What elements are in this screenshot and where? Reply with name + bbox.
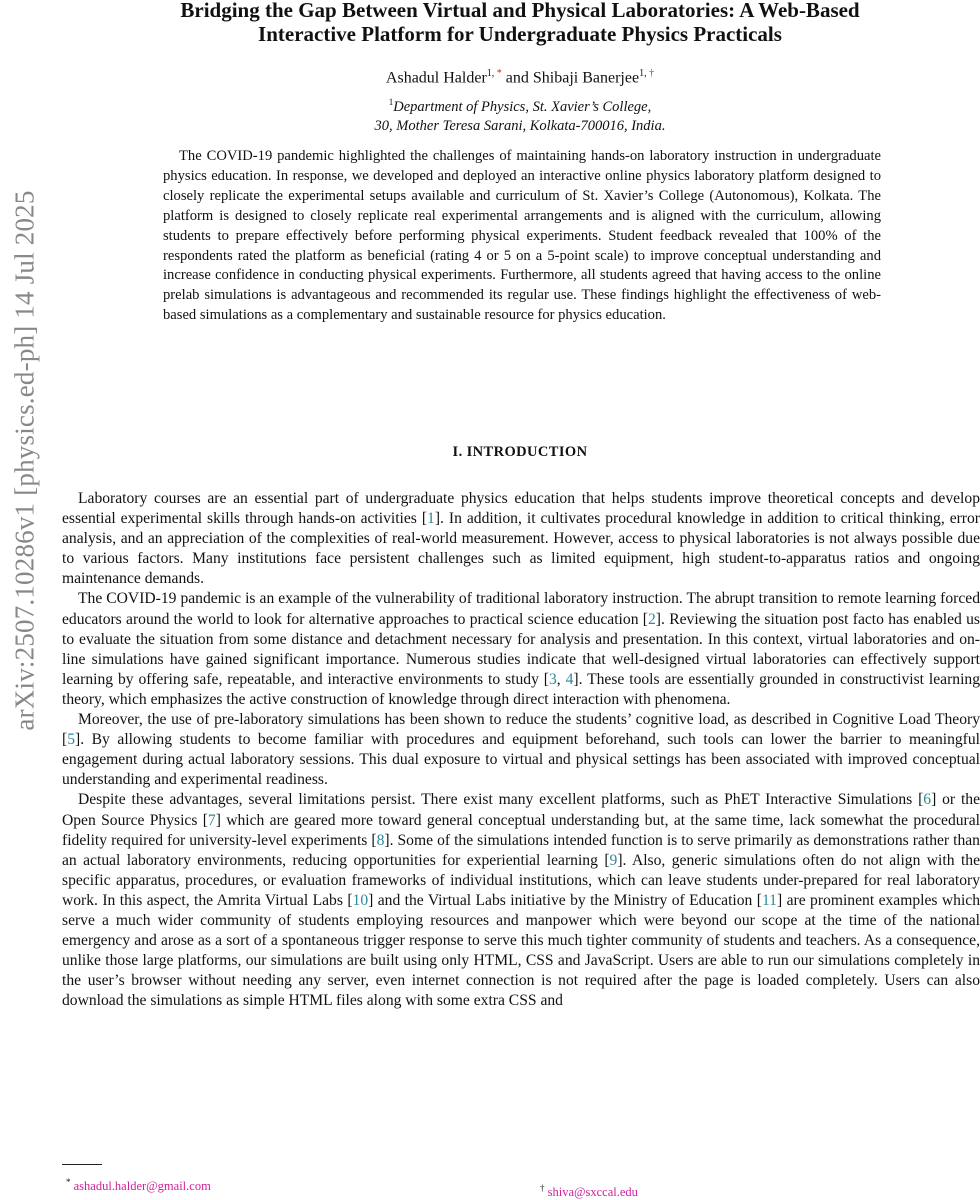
footnote-1: * ashadul.halder@gmail.com (66, 1177, 211, 1194)
abstract: The COVID-19 pandemic highlighted the challenges of maintaining hands-on laboratory instruction in undergraduate physics education. In response, we developed and deployed an interactive online physics laboratory platform designed to closely replicate the experimental setups available and curriculum of St. Xavier’s College (Autonomous), Kolkata. The platform is designed to closely replicate real experimental arrangements and is aligned with the curriculum, allowing students to prepare effectively before performing physical experiments. Student feedback revealed that 100% of the respondents rated the platform as beneficial (rating 4 or 5 on a 5-point scale) to improve conceptual understanding and increase confidence in conducting physical experiments. Furthermore, all students agreed that having access to the online prelab simulations is advantageous and recommended its regular use. These findings highlight the effectiveness of web-based simulations as a complementary and sustainable resource for physics education. (163, 148, 881, 324)
section-heading-introduction: I. INTRODUCTION (452, 444, 588, 460)
paper-title (60, 0, 980, 46)
author-separator: and (501, 69, 533, 87)
arxiv-side-label (3, 189, 47, 731)
author-2-name: Shibaji Banerjee (532, 69, 640, 87)
author-1-name: Ashadul Halder (385, 69, 487, 87)
email-link-1[interactable]: ashadul.halder@gmail.com (73, 1179, 211, 1194)
email-link-2[interactable]: shiva@sxccal.edu (547, 1185, 638, 1200)
citation-link[interactable]: 5 (67, 731, 75, 749)
citation-link[interactable]: 7 (207, 811, 216, 829)
citation-link[interactable]: 11 (761, 891, 777, 909)
paragraph-4: Despite these advantages, several limitations persist. There exist many excellent platforms, such as PhET Interactive Simulations [6] or the Open Source Physics [7] which are geared more toward general conceptual understanding but, at the same time, lack somewhat the procedural fidelity required for university-level experiments [8]. Some of the simulations intended function is to serve primarily as demonstrations rather than an actual laboratory environments, reducing opportunities for experiential learning [9]. Also, generic simulations often do not align with the specific apparatus, procedures, or evaluation frameworks of individual institutions, which can leave students under-prepared for real laboratory work. In this aspect, the Amrita Virtual Labs [10] and the Virtual Labs initiative by the Ministry of Education [11] are prominent examples which serve a much wider community of students employing resources and manpower which were beyond our scope at the time of the national emergency and arose as a sort of a spontaneous trigger response to serve this much tighter community of students and teachers. As a consequence, unlike those large platforms, our simulations are built using only HTML, CSS and JavaScript. Users are able to run our simulations completely in the user’s browser without needing any server, even internet connection is not required after the page is loaded completely. Users can also download the simulations as simple HTML files along with some extra CSS and (62, 791, 980, 1010)
citation-link[interactable]: 1 (427, 510, 435, 528)
title-line-2: Interactive Platform for Undergraduate Physics Practicals (258, 22, 782, 46)
title-line-1: Bridging the Gap Between Virtual and Physical Laboratories: A Web-Based (180, 0, 860, 22)
author-1-affil-mark: 1, * (486, 68, 502, 79)
affiliation-line-1: $^1$Department of Physics, St. Xavier’s College, (388, 97, 652, 115)
citation-link[interactable]: 9 (609, 851, 618, 869)
footnote-2: † shiva@sxccal.edu (540, 1183, 638, 1200)
citation-link[interactable]: 2 (648, 610, 656, 628)
author-2-affil-mark: 1, † (639, 68, 655, 79)
citation-link[interactable]: 6 (923, 791, 932, 809)
paragraph-1: Laboratory courses are an essential part of undergraduate physics education that helps students improve theoretical concepts and develop essential experimental skills through hands-on activities [1]. In addition, it cultivates procedural knowledge in addition to critical thinking, error analysis, and an appreciation of the complexities of real-world measurement. However, access to physical laboratories is not always possible due to various factors. Many institutions face persistent challenges such as limited equipment, high student-to-apparatus ratios and ongoing maintenance demands. (62, 490, 980, 588)
paragraph-2: The COVID-19 pandemic is an example of the vulnerability of traditional laboratory instruction. The abrupt transition to remote learning forced educators around the world to look for alternative approaches to practical science education [2]. Reviewing the situation post facto has enabled us to evaluate the situation from some distance and detachment necessary for analysis and presentation. In this context, virtual laboratories and on-line simulations have gained significant importance. Numerous studies indicate that well-designed virtual laboratories can effectively support learning by offering safe, repeatable, and interactive environments to study [3, 4]. These tools are essentially grounded in constructivist learning theory, which emphasizes the active construction of knowledge through direct interaction with phenomena. (62, 590, 980, 708)
citation-link[interactable]: 8 (376, 831, 385, 849)
author-list (60, 68, 980, 87)
arxiv-identifier: arXiv:2507.10286v1 [physics.ed-ph] 14 Jul 2025 (9, 189, 40, 731)
paragraph-3: Moreover, the use of pre-laboratory simulations has been shown to reduce the students’ cognitive load, as described in Cognitive Load Theory [5]. By allowing students to become familiar with procedures and equipment beforehand, such tools can lower the barrier to meaningful engagement during actual laboratory sessions. This dual exposure to virtual and physical settings has been associated with improved conceptual understanding and experimental readiness. (62, 711, 980, 789)
citation-link[interactable]: 4 (565, 670, 574, 688)
citation-link[interactable]: 3 (548, 670, 557, 688)
footnote-rule (62, 1164, 102, 1165)
citation-link[interactable]: 10 (352, 891, 369, 909)
affiliation-line-2: 30, Mother Teresa Sarani, Kolkata-700016, India. (374, 117, 666, 134)
affiliation (60, 93, 980, 136)
introduction-body (62, 489, 980, 1011)
